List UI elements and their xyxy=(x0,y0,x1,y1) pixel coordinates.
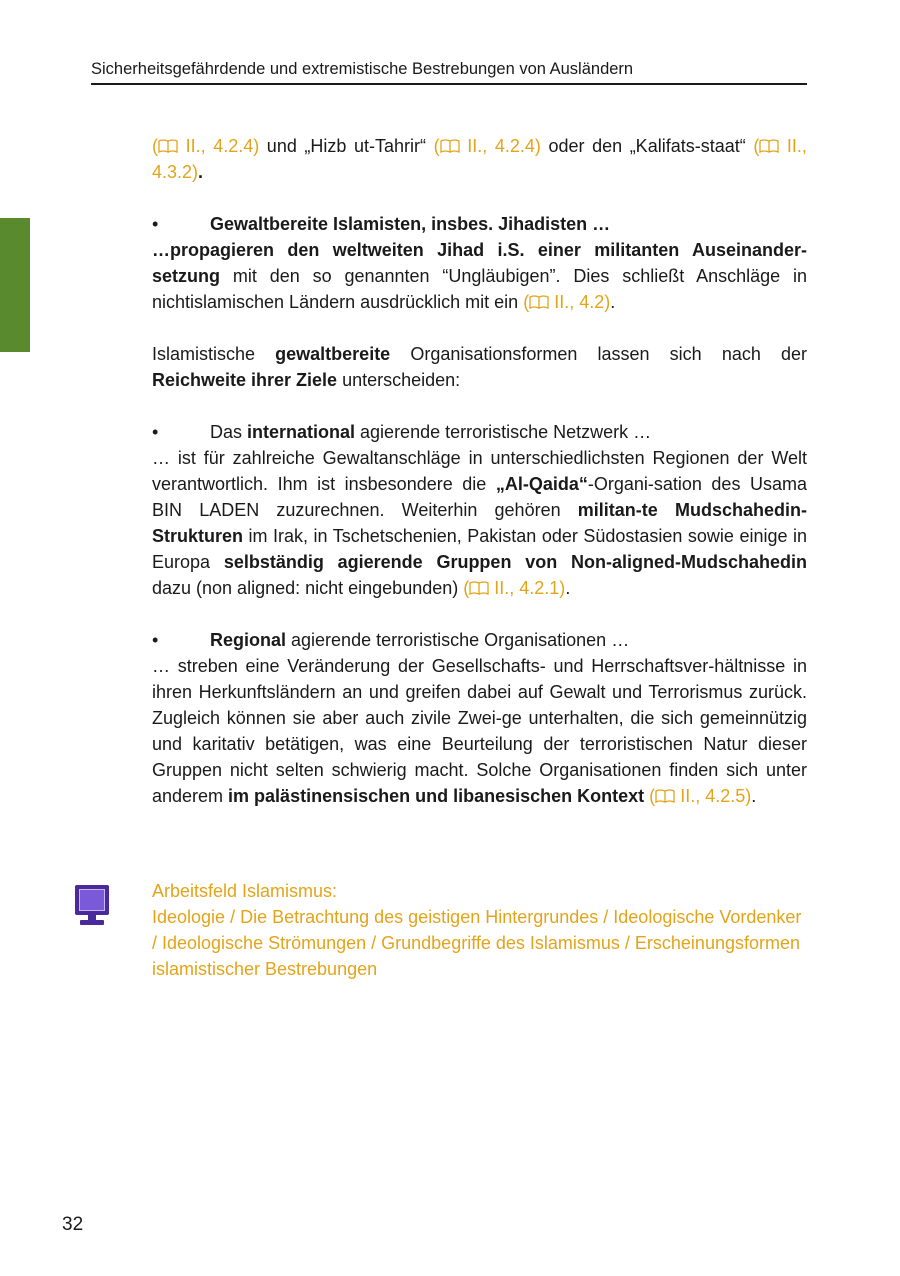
paragraph-international: … ist für zahlreiche Gewaltanschläge in unterschiedlichsten Regionen der Welt verantwortlich. Ihm ist insbesondere die „Al-Qaida“-Organi-sation des Usama BIN LADEN zuzurechnen. Weiterhin gehören militan-te Mudschahedin-Strukturen im Irak, in Tschetschenien, Pakistan oder Südostasien sowie einige in Europa selbständig agierende Gruppen von Non-aligned-Mudschahedin dazu (non aligned: nicht eingebunden) ( II., 4.2.1). xyxy=(152,448,807,598)
monitor-icon xyxy=(74,884,110,926)
chapter-side-tab xyxy=(0,218,30,352)
related-topics-link[interactable] xyxy=(152,878,807,982)
link-text: Ideologie / Die Betrachtung des geistigen Hintergrundes / Ideologische Vordenker / Ideologische Strömungen / Grundbegriffe des Islamismus / Erscheinungsformen islamistischer Bestrebungen xyxy=(152,907,802,979)
bullet-dot: • xyxy=(152,630,159,650)
paragraph-regional: … streben eine Veränderung der Gesellschafts- und Herrschaftsver-hältnisse in ihren Herkunftsländern an und greifen dabei auf Gewalt und Terrorismus zurück. Zugleich können sie aber auch zivile Zwei-ge unterhalten, die sich gemeinnützig und karitativ betätigen, was eine Beurteilung der terroristischen Natur dieser Gruppen nicht selten schwierig macht. Solche Organisationen finden sich unter anderem im palästinensischen und libanesischen Kontext ( II., 4.2.5). xyxy=(152,656,807,806)
book-icon xyxy=(759,139,779,153)
book-icon xyxy=(655,789,675,803)
book-icon xyxy=(469,581,489,595)
cross-reference[interactable]: ( II., 4.2.4) xyxy=(433,136,541,156)
cross-reference[interactable]: ( II., 4.2) xyxy=(523,292,611,312)
main-content xyxy=(152,133,807,809)
book-icon xyxy=(158,139,178,153)
page-number: 32 xyxy=(62,1214,84,1235)
paragraph-organisationsformen: Islamistische gewaltbereite Organisationsformen lassen sich nach der Reichweite ihrer Ziele unterscheiden: xyxy=(152,344,807,390)
bullet-heading: • Das international agierende terroristische Netzwerk … xyxy=(152,419,807,445)
book-icon xyxy=(529,295,549,309)
book-icon xyxy=(440,139,460,153)
bullet-dot: • xyxy=(152,214,159,234)
cross-reference[interactable]: ( II., 4.3.2) xyxy=(152,136,807,182)
bullet-heading: • Regional agierende terroristische Organisationen … xyxy=(152,627,807,653)
bullet-dot: • xyxy=(152,422,159,442)
paragraph-intro: ( II., 4.2.4) und „Hizb ut-Tahrir“ ( II., 4.2.4) oder den „Kalifats-staat“ ( II., 4.3.2). xyxy=(152,136,807,182)
paragraph-jihadisten: …propagieren den weltweiten Jihad i.S. einer militanten Auseinander-setzung mit den so genannten “Ungläubigen”. Dies schließt Anschläge in nichtislamischen Ländern ausdrücklich mit ein ( II., 4.2). xyxy=(152,240,807,312)
running-header: Sicherheitsgefährdende und extremistische Bestrebungen von Ausländern xyxy=(91,60,807,85)
cross-reference[interactable]: ( II., 4.2.4) xyxy=(152,136,260,156)
link-title: Arbeitsfeld Islamismus: xyxy=(152,881,338,901)
cross-reference[interactable]: ( II., 4.2.1) xyxy=(463,578,566,598)
bullet-heading: • Gewaltbereite Islamisten, insbes. Jihadisten … xyxy=(152,211,807,237)
cross-reference[interactable]: ( II., 4.2.5) xyxy=(649,786,752,806)
